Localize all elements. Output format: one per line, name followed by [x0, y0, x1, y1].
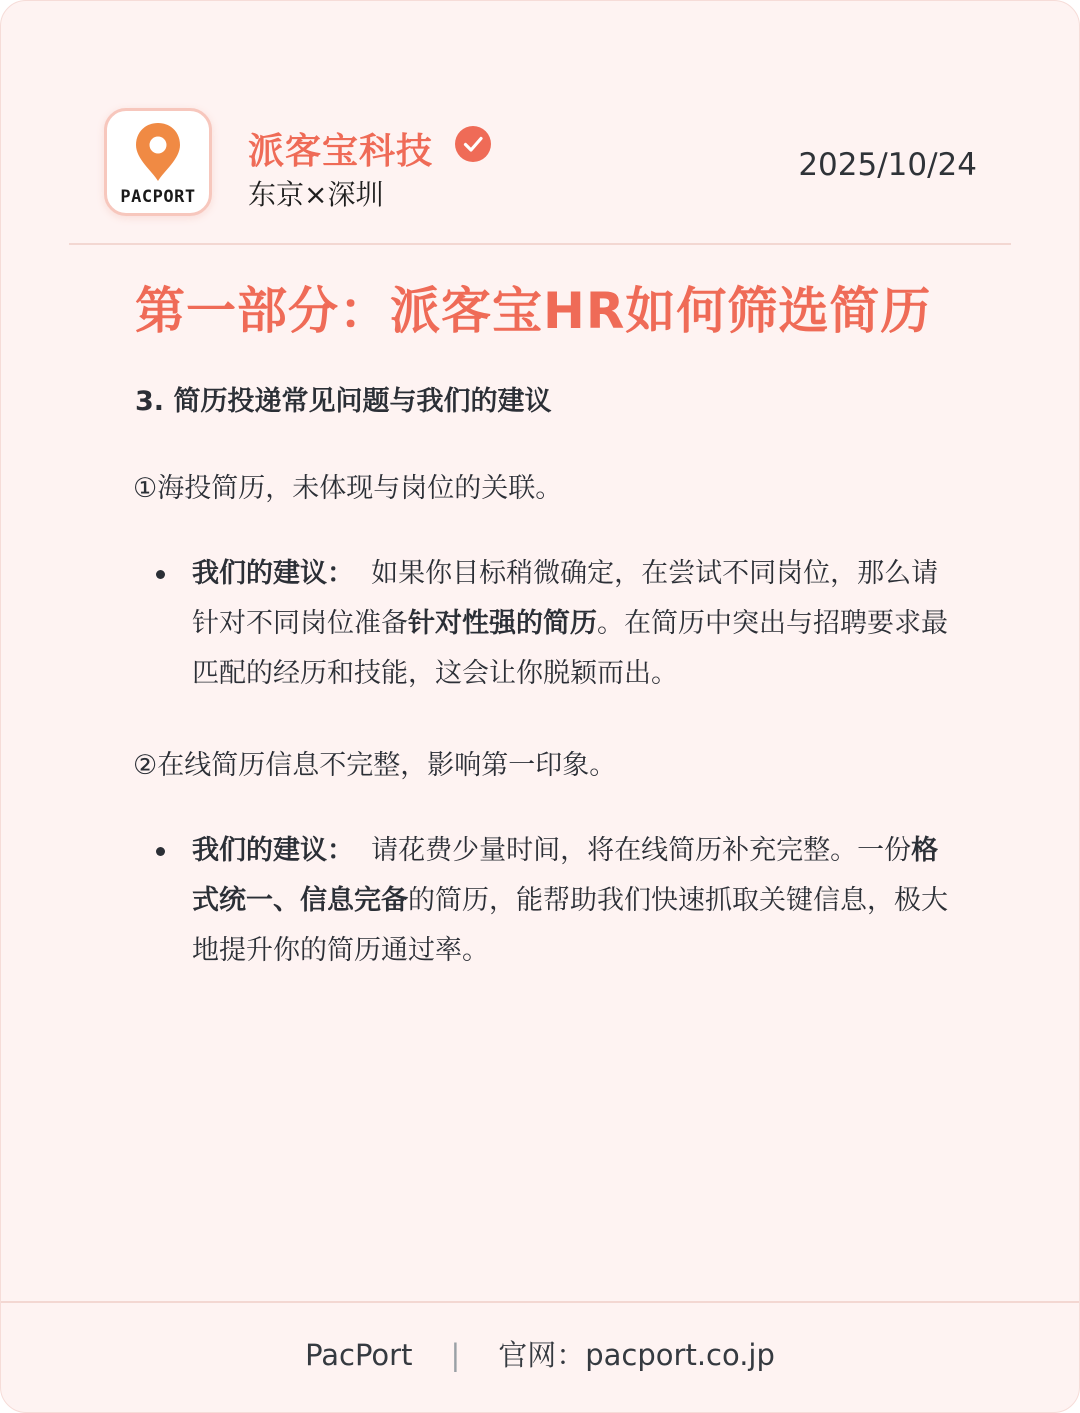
advice-highlight: 针对性强的简历	[408, 608, 597, 639]
headline: 第一部分：派客宝HR如何筛选简历	[135, 282, 932, 340]
advice-label: 我们的建议：	[192, 558, 354, 589]
section-title: 3. 简历投递常见问题与我们的建议	[135, 386, 552, 417]
footer-separator: |	[450, 1338, 461, 1372]
company-name: 派客宝科技	[248, 131, 434, 172]
footer-divider	[1, 1301, 1079, 1303]
advice-highlight: 格式统一、信息完备	[192, 835, 939, 916]
issue-item: ②在线简历信息不完整，影响第一印象。	[133, 750, 617, 781]
advice-text: 请花费少量时间，将在线简历补充完整。一份	[371, 835, 912, 866]
bullet-dot	[156, 570, 165, 579]
bullet-dot	[156, 847, 165, 856]
header-divider	[69, 243, 1011, 245]
company-location: 东京×深圳	[248, 178, 384, 211]
footer-brand: PacPort	[305, 1338, 413, 1372]
footer	[1, 1333, 1079, 1374]
issue-item: ①海投简历，未体现与岗位的关联。	[133, 473, 563, 504]
advice-paragraph	[192, 549, 952, 699]
advice-label: 我们的建议：	[192, 835, 354, 866]
footer-website[interactable]: 官网：pacport.co.jp	[498, 1338, 775, 1372]
advice-text: 的简历，能帮助我们快速抓取关键信息，极大地提升你的简历通过率。	[192, 885, 948, 966]
company-logo	[104, 108, 212, 216]
advice-text: 。在简历中突出与招聘要求最匹配的经历和技能，这会让你脱颖而出。	[192, 608, 948, 689]
logo-text: PACPORT	[120, 187, 196, 207]
post-date: 2025/10/24	[798, 147, 977, 183]
verified-check-icon	[454, 125, 492, 163]
advice-paragraph	[192, 826, 952, 976]
location-pin-icon	[134, 121, 182, 183]
advice-text: 如果你目标稍微确定，在尝试不同岗位，那么请针对不同岗位准备	[192, 558, 939, 639]
